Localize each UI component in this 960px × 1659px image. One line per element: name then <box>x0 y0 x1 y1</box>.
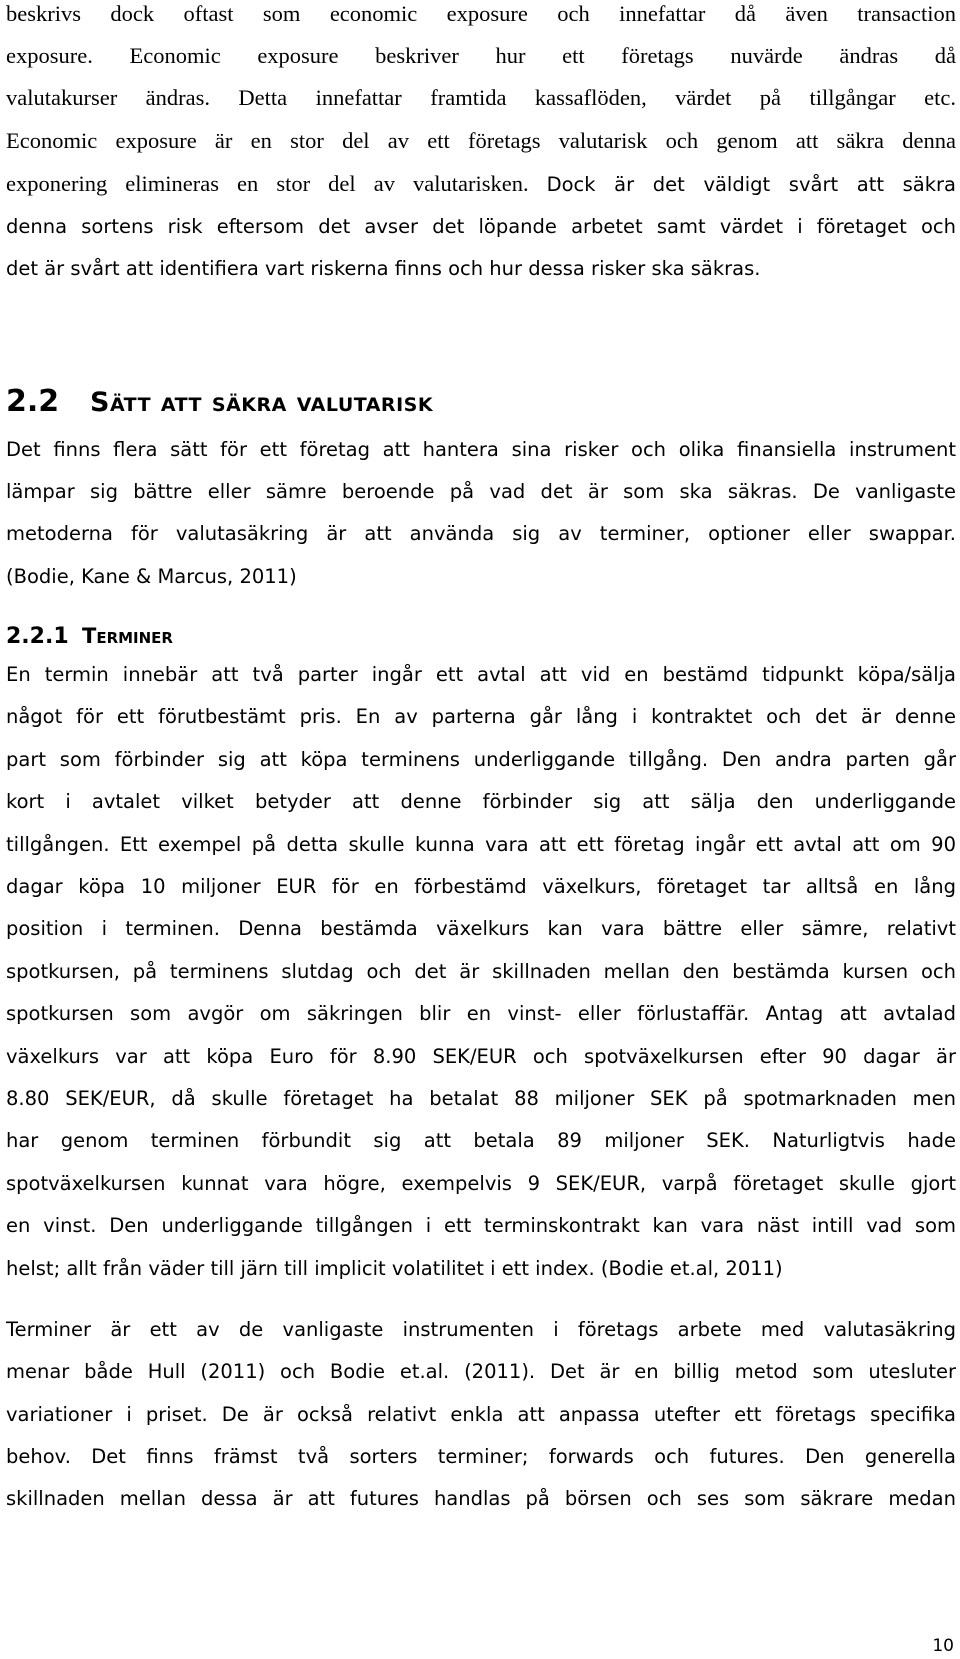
section-2-2-line-4: (Bodie, Kane & Marcus, 2011) <box>6 565 297 588</box>
section-2-2-heading <box>6 384 956 424</box>
terminer-line-11: 8.80 SEK/EUR, då skulle företaget ha betalat 88 miljoner SEK på spotmarknaden men <box>6 1087 956 1110</box>
intro-line-4: Economic exposure är en stor del av ett företags valutarisk och genom att säkra denna <box>6 128 956 153</box>
section-2-2-1-heading <box>6 624 956 656</box>
terminer2-line-4: behov. Det finns främst två sorters terminer; forwards och futures. Den generella <box>6 1445 956 1468</box>
terminer2-line-1: Terminer är ett av de vanligaste instrumenten i företags arbete med valutasäkring <box>6 1318 956 1341</box>
intro-line-5 <box>6 169 956 200</box>
section-2-2-line-3: metoderna för valutasäkring är att använda sig av terminer, optioner eller swappar. <box>6 522 956 545</box>
intro-line-7: det är svårt att identifiera vart riskerna finns och hur dessa risker ska säkras. <box>6 257 761 280</box>
terminer-line-13: spotväxelkursen kunnat vara högre, exempelvis 9 SEK/EUR, varpå företaget skulle gjort <box>6 1172 956 1195</box>
intro-line-5-part1: exponering elimineras en stor del av valutarisken. <box>6 171 529 196</box>
section-2-2-title: Sätt att säkra valutarisk <box>90 387 434 418</box>
section-2-2-1-title: Terminer <box>82 624 173 648</box>
terminer-line-3: part som förbinder sig att köpa terminens underliggande tillgång. Den andra parten går <box>6 748 956 771</box>
terminer-line-9: spotkursen som avgör om säkringen blir en vinst- eller förlustaffär. Antag att avtalad <box>6 1002 956 1025</box>
terminer-line-5: tillgången. Ett exempel på detta skulle kunna vara att ett företag ingår ett avtal att om 90 <box>6 833 956 856</box>
terminer-line-2: något för ett förutbestämt pris. En av parterna går lång i kontraktet och det är denne <box>6 705 956 728</box>
page-number: 10 <box>932 1636 954 1656</box>
terminer-line-8: spotkursen, på terminens slutdag och det är skillnaden mellan den bestämda kursen och <box>6 960 956 983</box>
intro-line-6: denna sortens risk eftersom det avser det löpande arbetet samt värdet i företaget och <box>6 215 956 238</box>
terminer-line-15: helst; allt från väder till järn till implicit volatilitet i ett index. (Bodie et.al, 2011) <box>6 1257 783 1280</box>
section-2-2-line-1: Det finns flera sätt för ett företag att hantera sina risker och olika finansiella instrument <box>6 438 956 461</box>
terminer-line-10: växelkurs var att köpa Euro för 8.90 SEK/EUR och spotväxelkursen efter 90 dagar är <box>6 1045 956 1068</box>
intro-line-1: beskrivs dock oftast som economic exposure och innefattar då även transaction <box>6 1 956 26</box>
terminer2-line-2: menar både Hull (2011) och Bodie et.al. (2011). Det är en billig metod som utesluter <box>6 1360 956 1383</box>
intro-line-2: exposure. Economic exposure beskriver hur ett företags nuvärde ändras då <box>6 43 956 68</box>
terminer-line-6: dagar köpa 10 miljoner EUR för en förbestämd växelkurs, företaget tar alltså en lång <box>6 875 956 898</box>
terminer-line-7: position i terminen. Denna bestämda växelkurs kan vara bättre eller sämre, relativt <box>6 917 956 940</box>
terminer-line-4: kort i avtalet vilket betyder att denne förbinder sig att sälja den underliggande <box>6 790 956 813</box>
terminer2-line-3: variationer i priset. De är också relativt enkla att anpassa utefter ett företags specifika <box>6 1403 956 1426</box>
terminer-line-14: en vinst. Den underliggande tillgången i ett terminskontrakt kan vara näst intill vad som <box>6 1214 956 1237</box>
terminer-line-1: En termin innebär att två parter ingår ett avtal att vid en bestämd tidpunkt köpa/sälja <box>6 663 956 686</box>
section-2-2-1-number: 2.2.1 <box>6 624 69 649</box>
terminer-line-12: har genom terminen förbundit sig att betala 89 miljoner SEK. Naturligtvis hade <box>6 1129 956 1152</box>
terminer2-line-5: skillnaden mellan dessa är att futures handlas på börsen och ses som säkrare medan <box>6 1487 956 1510</box>
section-2-2-number: 2.2 <box>6 384 60 419</box>
intro-line-3: valutakurser ändras. Detta innefattar framtida kassaflöden, värdet på tillgångar etc. <box>6 85 956 110</box>
intro-line-5-part2: Dock är det väldigt svårt att säkra <box>546 173 957 196</box>
section-2-2-line-2: lämpar sig bättre eller sämre beroende på vad det är som ska säkras. De vanligaste <box>6 480 956 503</box>
